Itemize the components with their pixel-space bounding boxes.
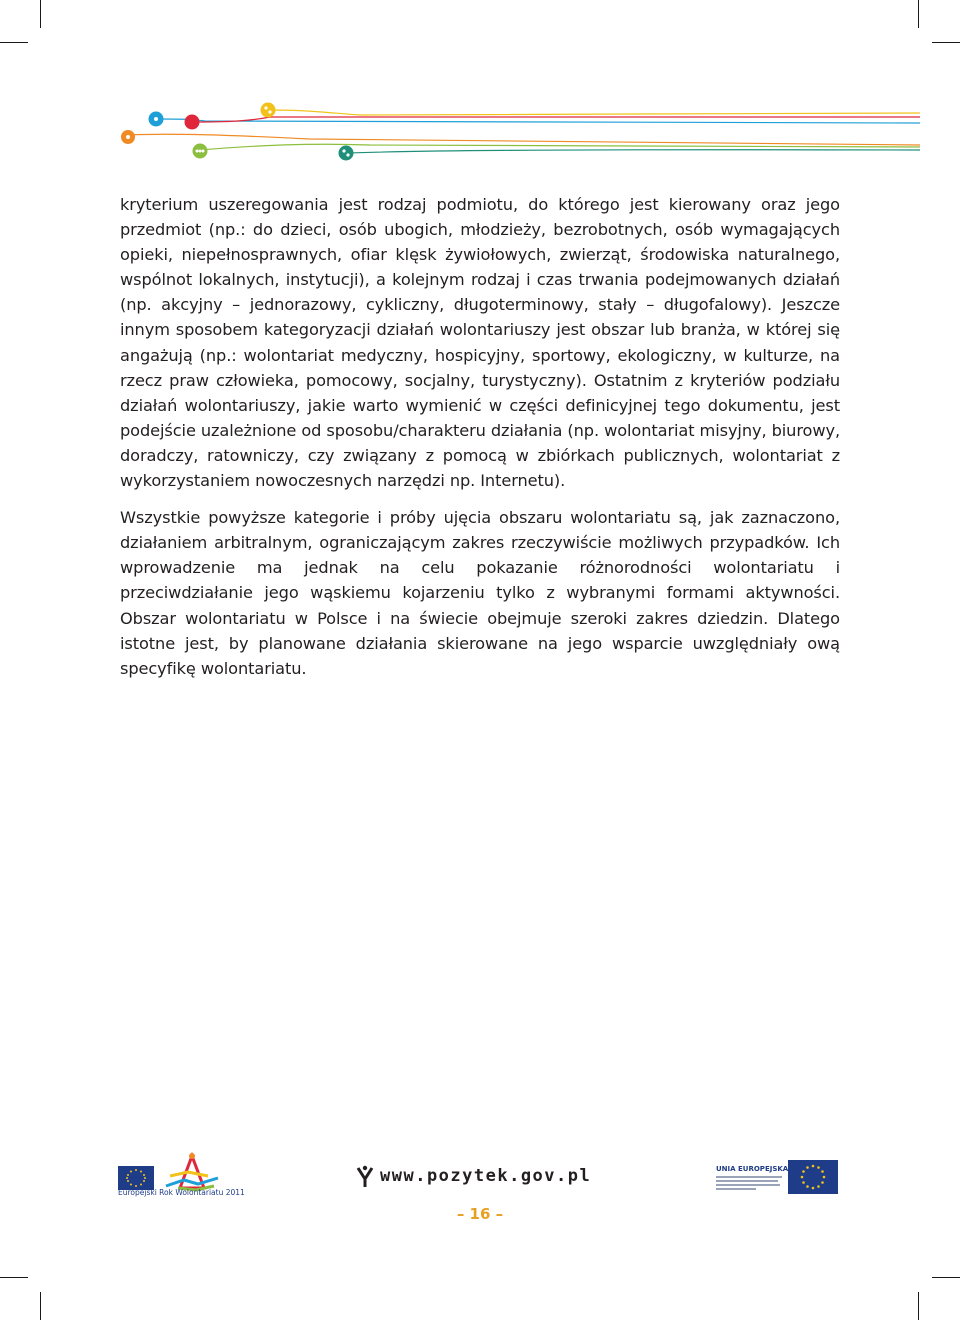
pozytek-logo-icon xyxy=(355,1165,375,1189)
crop-mark xyxy=(40,0,41,28)
header-decoration xyxy=(110,95,920,170)
eu-fine-print xyxy=(716,1176,786,1192)
crop-mark xyxy=(0,42,28,43)
crop-mark xyxy=(0,1277,28,1278)
crop-mark xyxy=(918,0,919,28)
crop-mark xyxy=(932,42,960,43)
crop-mark xyxy=(918,1292,919,1320)
crop-mark xyxy=(40,1292,41,1320)
teal-dot-icon xyxy=(339,146,354,161)
website-link[interactable]: www.pozytek.gov.pl xyxy=(380,1166,592,1186)
crop-mark xyxy=(932,1277,960,1278)
paragraph: Wszystkie powyższe kategorie i próby ujęcia obszaru wolontariatu są, jak zaznaczono, działaniem arbitralnym, ograniczającym zakres rzeczywiście możliwych przypadków. Ich wprowadzenie ma jednak na celu pokazanie różnorodności wolontariatu i przeciwdziałanie jego wąskiemu kojarzeniu tylko z wybranymi formami aktywności. Obszar wolontariatu w Polsce i na świecie obejmuje szeroki zakres dziedzin. Dlatego istotne jest, by planowane działania skierowane na jego wsparcie uwzględniały ową specyfikę wolontariatu. xyxy=(120,508,840,678)
erw-triangle-logo xyxy=(166,1153,218,1190)
paragraph: kryterium uszeregowania jest rodzaj podmiotu, do którego jest kierowany oraz jego przedmiot (np.: do dzieci, osób ubogich, młodzieży, bezrobotnych, osób wymagających opieki, niepełnosprawnych, ofiar klęsk żywiołowych, zwierząt, środowiska naturalnego, wspólnot lokalnych, instytucji), a kolejnym rodzaj i czas trwania podejmowanych działań (np. akcyjny – jednorazowy, cykliczny, długoterminowy, stały – długofalowy). Jeszcze innym sposobem kategoryzacji działań wolontariuszy jest obszar lub branża, w której się angażują (np.: wolontariat medyczny, hospicyjny, sportowy, ekologiczny, w kulturze, na rzecz praw człowieka, pomocowy, socjalny, turystyczny). Ostatnim z kryteriów podziału działań wolontariuszy, jakie warto wymienić w części definicyjnej tego dokumentu, jest podejście uzależnione od sposobu/charakteru działania (np. wolontariat misyjny, biurowy, doradczy, ratowniczy, czy związany z pomocą w zbiórkach publicznych, wolontariat z wykorzystaniem nowoczesnych narzędzi np. Internetu). xyxy=(120,195,840,491)
ery-caption: Europejski Rok Wolontariatu 2011 xyxy=(118,1188,245,1197)
red-dot-icon xyxy=(185,115,200,130)
eu-flag-icon xyxy=(788,1160,838,1194)
body-text xyxy=(120,192,840,693)
page-number: – 16 – xyxy=(456,1205,504,1223)
yellow-dot-icon xyxy=(261,103,276,118)
eu-label: UNIA EUROPEJSKA xyxy=(716,1165,789,1173)
